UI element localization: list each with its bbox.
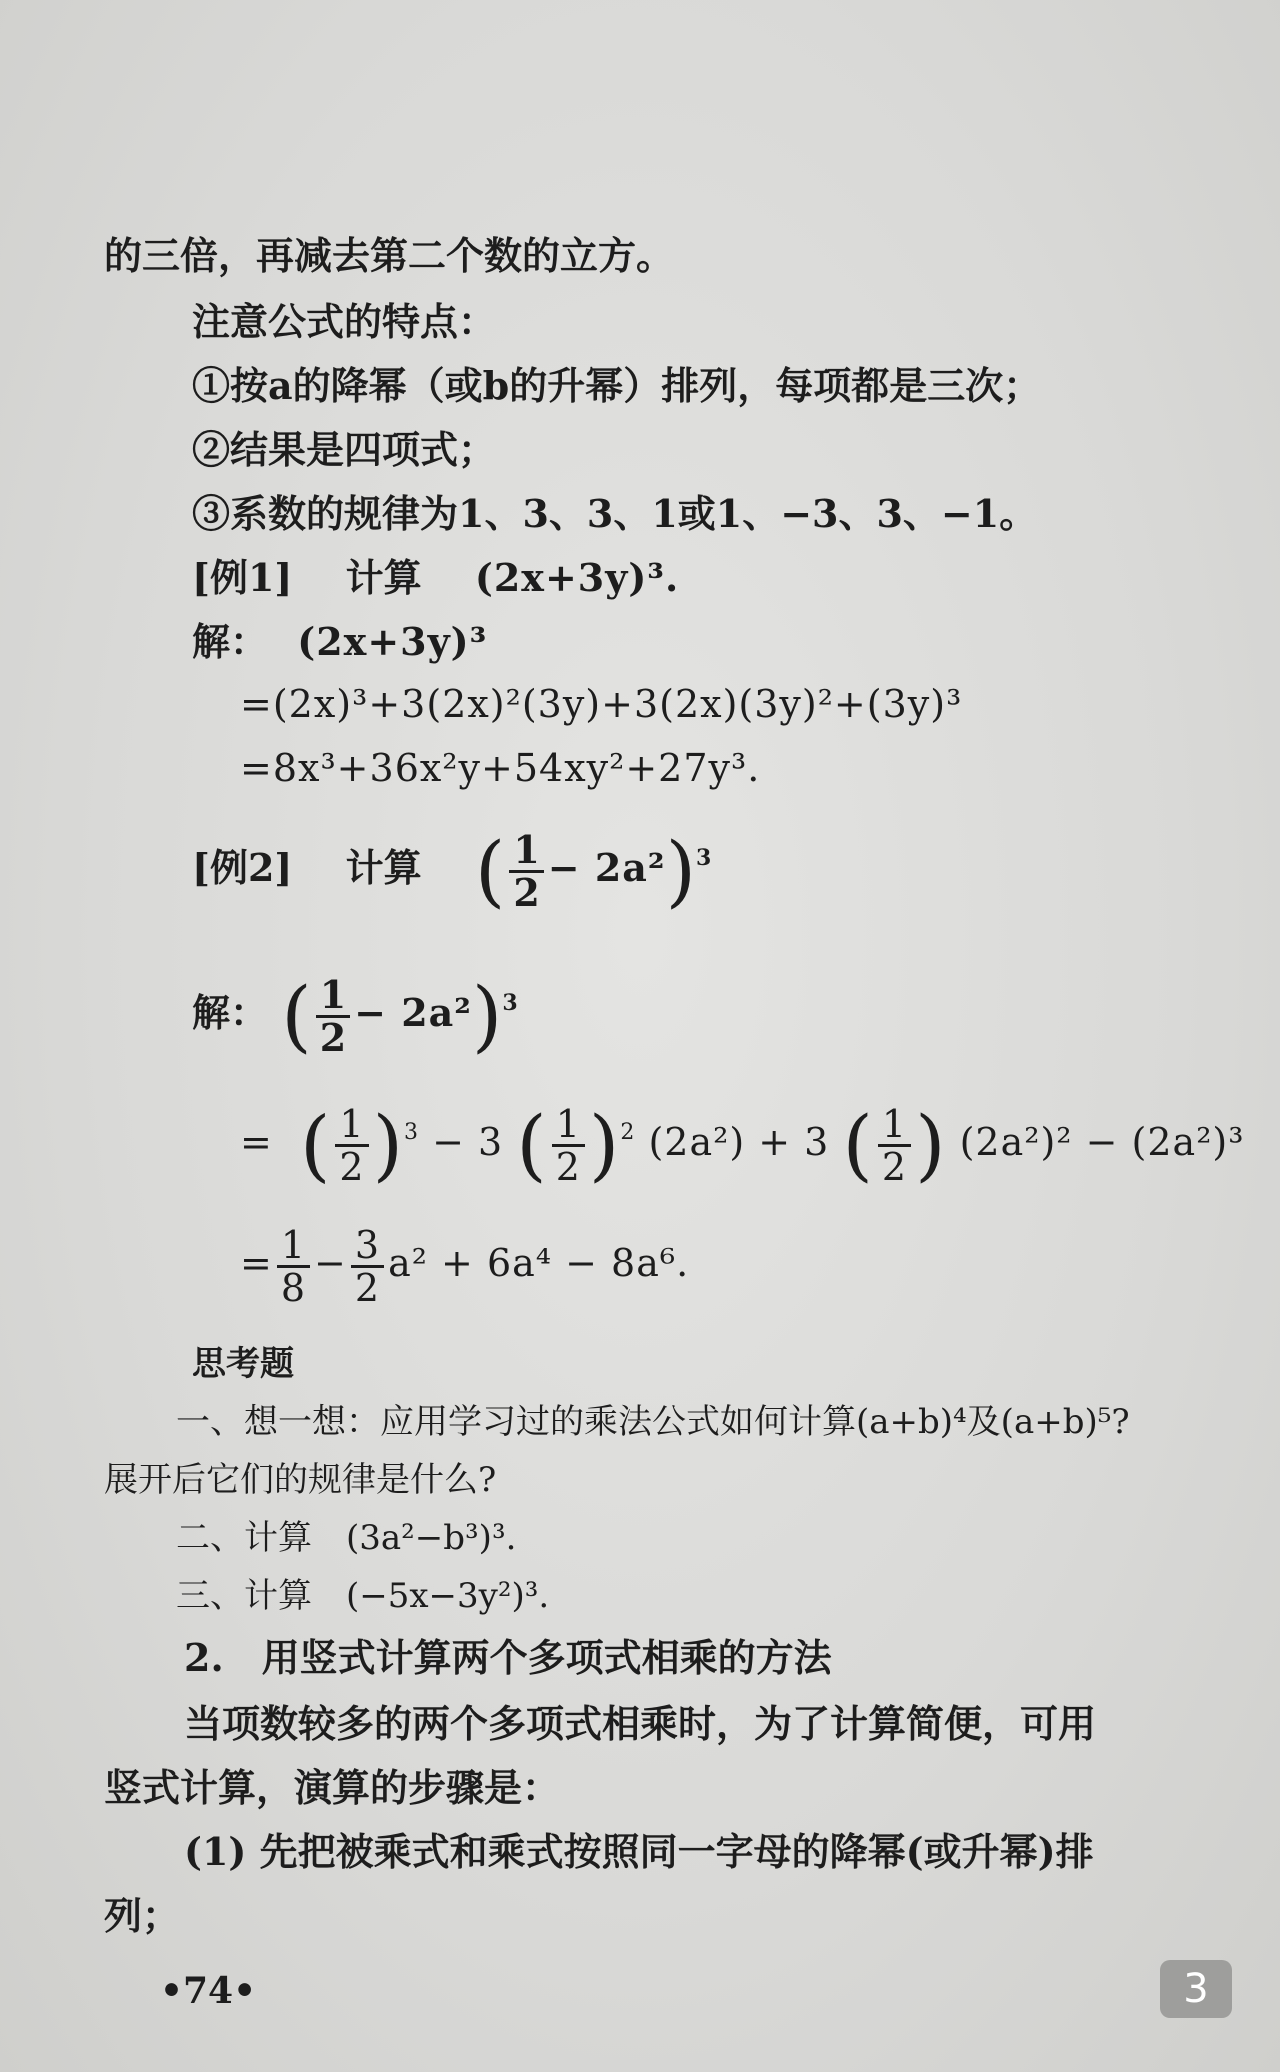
example-1-label: [例1]	[192, 555, 293, 600]
example-2-calc: 计算	[345, 845, 422, 890]
solution-1-label: 解：	[192, 619, 269, 664]
example-2-label: [例2]	[192, 845, 293, 890]
paragraph-1-line-2: 竖式计算，演算的步骤是：	[104, 1765, 561, 1810]
example-1-calc: 计算	[345, 555, 422, 600]
note-heading: 注意公式的特点：	[192, 299, 497, 344]
question-3: 三、计算 (−5x−3y²)³.	[176, 1576, 550, 1616]
solution-2-result: = $\frac{1}{8}$ − $\frac{3}{2}$ a² + 6a⁴ − 8a⁶.	[240, 1223, 690, 1310]
example-2-expression: ( $\frac{1}{2}$ − 2a²)$^3$	[474, 826, 712, 917]
solution-1-step-2: =8x³+36x²y+54xy²+27y³.	[240, 746, 761, 790]
paragraph-2-line-1: (1) 先把被乘式和乘式按照同一字母的降幂(或升幂)排	[184, 1829, 1094, 1874]
think-heading: 思考题	[192, 1344, 294, 1384]
section-2-heading: 2. 用竖式计算两个多项式相乘的方法	[184, 1635, 832, 1680]
solution-2-heading: 解： ( $\frac{1}{2}$ − 2a²)$^3$	[192, 971, 518, 1062]
question-2: 二、计算 (3a²−b³)³.	[176, 1518, 517, 1558]
question-1-line-2: 展开后它们的规律是什么?	[104, 1460, 497, 1500]
solution-1-heading	[192, 618, 487, 666]
paragraph-1-line-1: 当项数较多的两个多项式相乘时，为了计算简便，可用	[184, 1701, 1097, 1746]
example-2-heading	[192, 826, 712, 917]
text-line-1: 的三倍，再减去第二个数的立方。	[104, 233, 675, 278]
page-badge[interactable]: 3	[1160, 1960, 1232, 2018]
solution-2-label: 解：	[192, 990, 269, 1035]
example-1-heading	[192, 554, 679, 602]
note-item-3: ③系数的规律为1、3、3、1或1、−3、3、−1。	[192, 491, 1038, 536]
example-1-expression: (2x+3y)³.	[474, 555, 680, 600]
solution-1-step-1: =(2x)³+3(2x)²(3y)+3(2x)(3y)²+(3y)³	[240, 682, 963, 726]
note-item-1: ①按a的降幂（或b的升幂）排列，每项都是三次；	[192, 363, 1042, 408]
paragraph-2-line-2: 列；	[104, 1893, 181, 1938]
solution-1-expression: (2x+3y)³	[297, 619, 488, 664]
note-item-2: ②结果是四项式；	[192, 427, 497, 472]
solution-2-step-1: = ( $\frac{1}{2}$ )$^3$ − 3 ( $\frac{1}{2}$ )$^2$ (2a²) + 3 ( $\frac{1}{2}$ ) (2a²)² − (2a²)³	[240, 1100, 1245, 1191]
question-1-line-1: 一、想一想：应用学习过的乘法公式如何计算(a+b)⁴及(a+b)⁵?	[176, 1402, 1130, 1442]
fraction-one-half: $\frac{1}{2}$	[509, 830, 543, 913]
page-number: •74•	[160, 1970, 257, 2012]
